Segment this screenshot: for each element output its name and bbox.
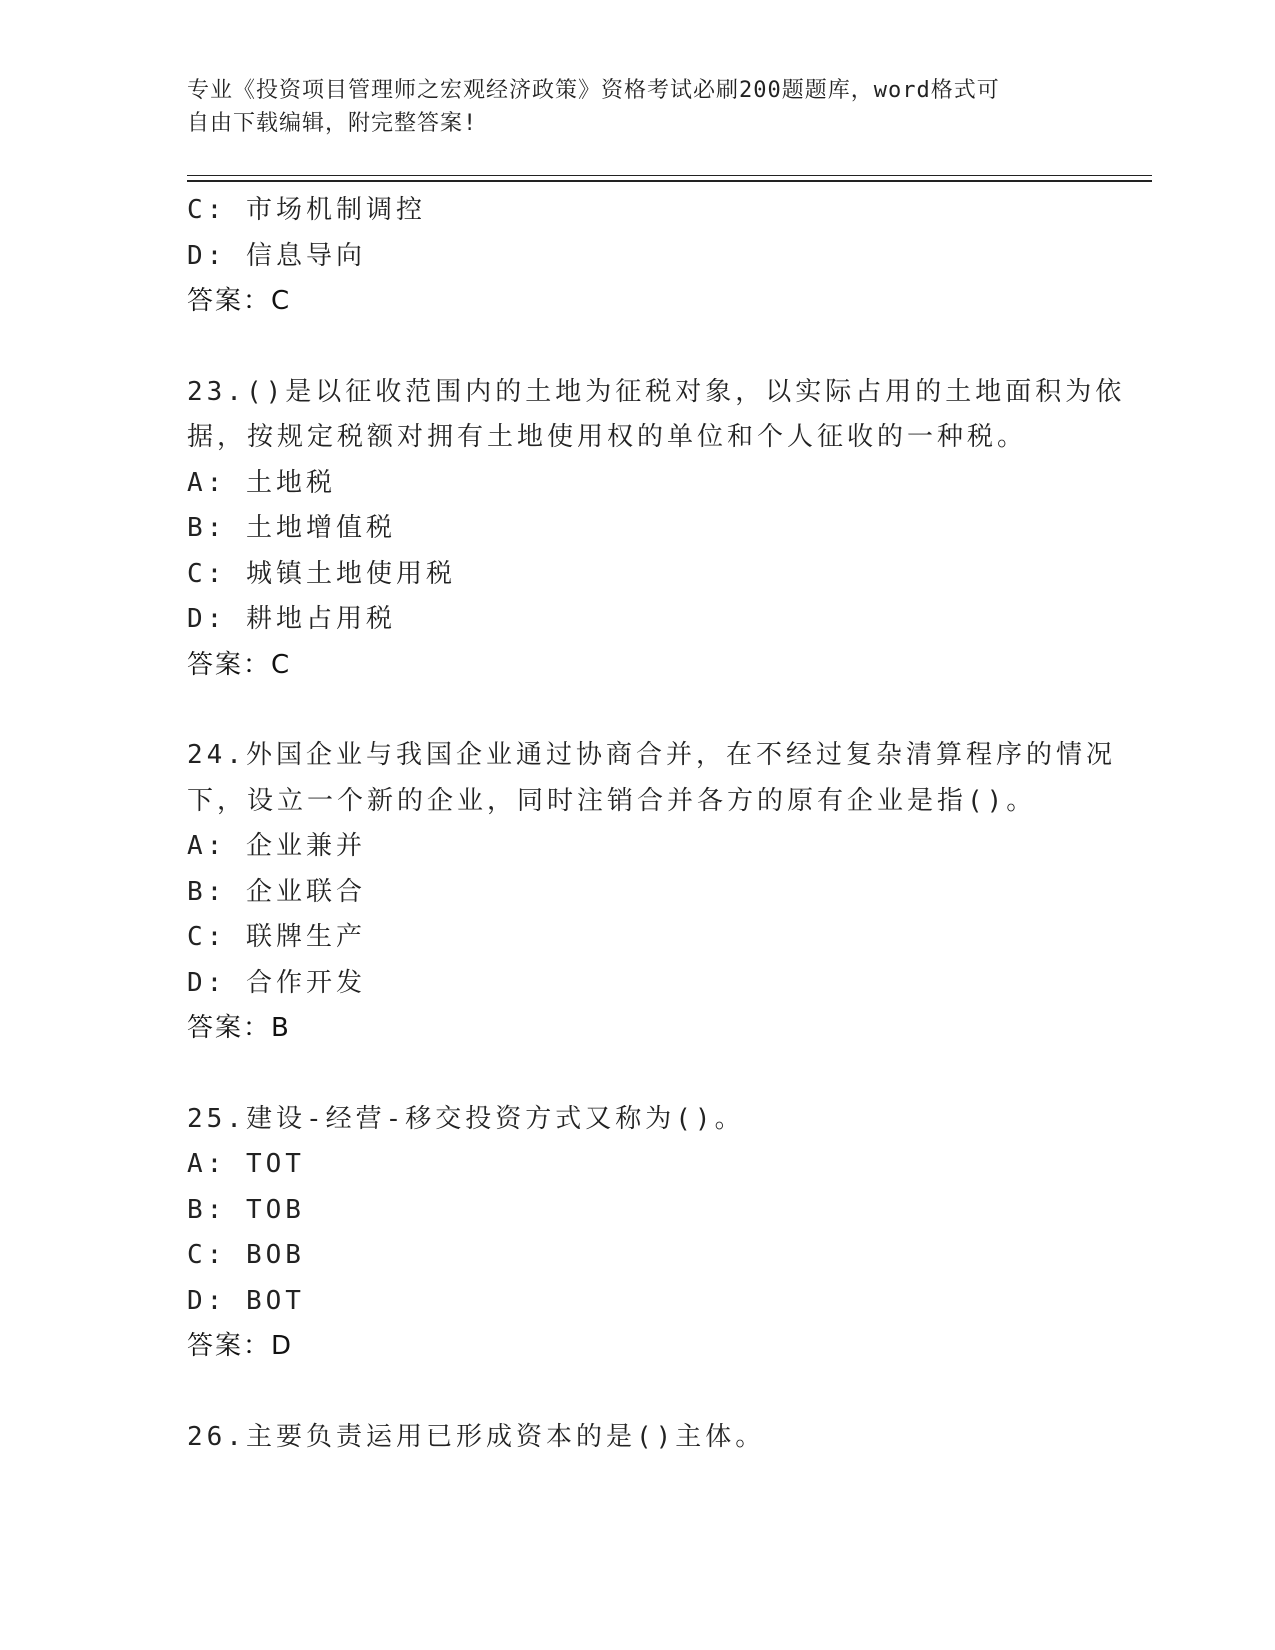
header-line-2: 自由下载编辑，附完整答案! [187, 111, 478, 136]
question-24 [187, 733, 1116, 1052]
question-26 [187, 1415, 1087, 1461]
question-23 [187, 370, 1126, 689]
option-c: C: 城镇土地使用税 [187, 558, 456, 589]
option-b: B: 土地增值税 [187, 513, 396, 543]
question-list [187, 188, 1126, 1460]
option-d: D: 耕地占用税 [187, 604, 396, 634]
option-b: B: 企业联合 [187, 876, 366, 907]
answer-text: 答案：D [187, 1331, 294, 1361]
page-header [187, 74, 1067, 140]
question-22-tail [187, 188, 1087, 325]
question-25 [187, 1097, 1087, 1370]
answer-text: 答案：B [187, 1013, 291, 1043]
option-a: A: 土地税 [187, 467, 336, 498]
option-c: C: 联牌生产 [187, 922, 366, 952]
option-a: A: 企业兼并 [187, 831, 366, 861]
header-line-1: 专业《投资项目管理师之宏观经济政策》资格考试必刷200题题库，word格式可 [187, 78, 1000, 103]
option-b: B: TOB [187, 1194, 305, 1225]
question-stem-line: 据，按规定税额对拥有土地使用权的单位和个人征收的一种税。 [187, 422, 1028, 452]
option-d: D: 合作开发 [187, 967, 366, 998]
question-stem-line: 24.外国企业与我国企业通过协商合并，在不经过复杂清算程序的情况 [187, 740, 1116, 770]
question-stem-line: 26.主要负责运用已形成资本的是()主体。 [187, 1421, 766, 1452]
question-stem-line: 下，设立一个新的企业，同时注销合并各方的原有企业是指()。 [187, 785, 1037, 816]
header-divider-thick [187, 180, 1152, 182]
answer-text: 答案：C [187, 286, 292, 316]
option-d: D: BOT [187, 1285, 305, 1316]
option-d: D: 信息导向 [187, 240, 366, 271]
answer-text: 答案：C [187, 649, 292, 680]
option-c: C: 市场机制调控 [187, 195, 426, 225]
option-a: A: TOT [187, 1149, 305, 1179]
header-divider-thin [187, 175, 1152, 176]
question-stem-line: 23.()是以征收范围内的土地为征税对象，以实际占用的土地面积为依 [187, 376, 1126, 407]
question-stem-line: 25.建设-经营-移交投资方式又称为()。 [187, 1103, 745, 1134]
option-c: C: BOB [187, 1240, 305, 1270]
